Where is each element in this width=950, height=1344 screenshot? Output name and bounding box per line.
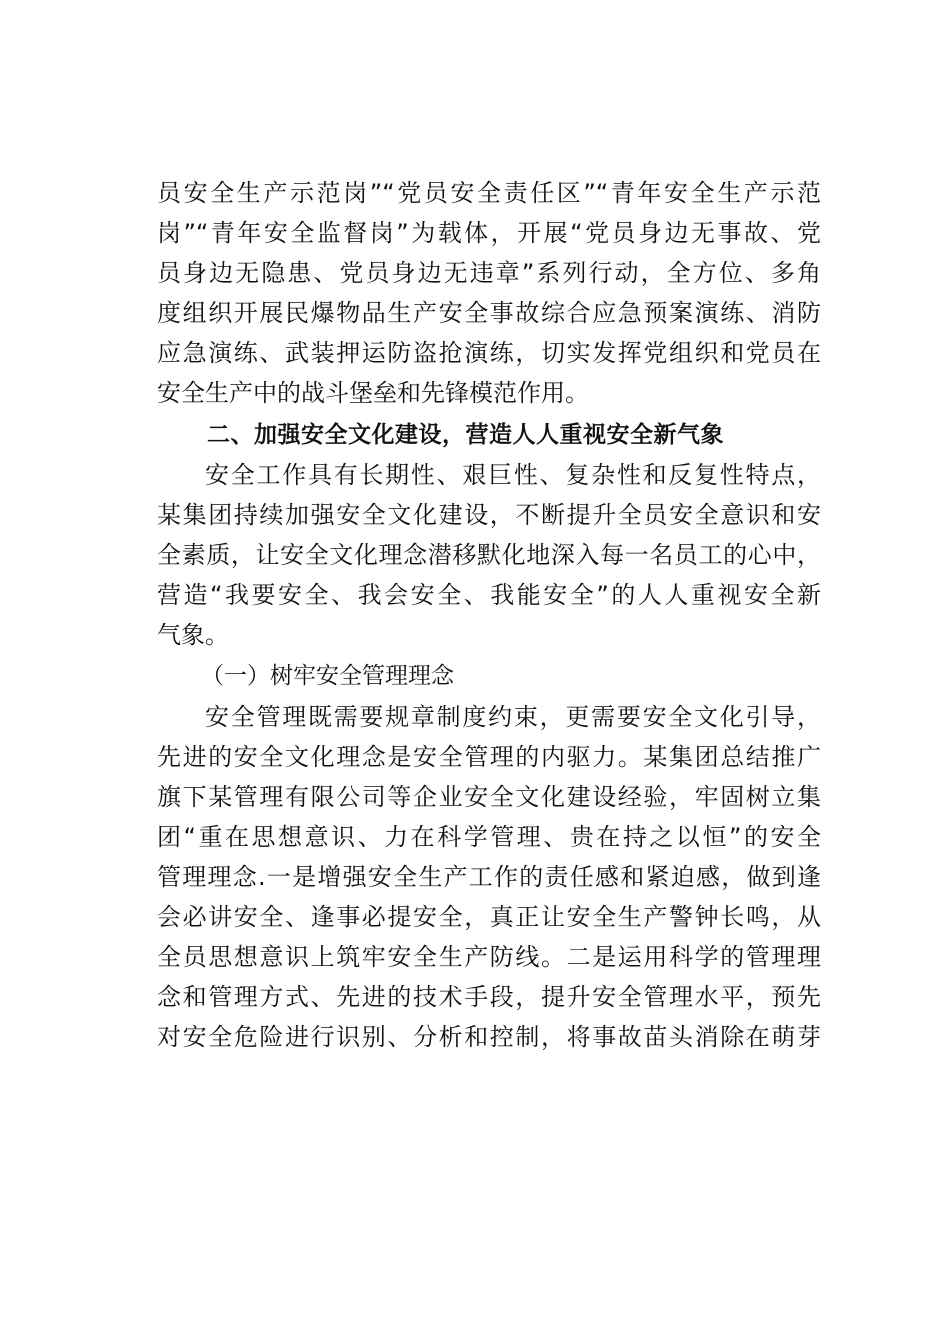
text-line: 念和管理方式、先进的技术手段，提升安全管理水平，预先	[157, 983, 821, 1011]
text-line: 度组织开展民爆物品生产安全事故综合应急预案演练、消防	[157, 299, 821, 327]
subsection-heading: （一）树牢安全管理理念	[201, 663, 454, 689]
text-line: 旗下某管理有限公司等企业安全文化建设经验，牢固树立集	[157, 783, 821, 811]
text-line: 全员思想意识上筑牢安全生产防线。二是运用科学的管理理	[157, 943, 821, 971]
text-line: 团“重在思想意识、力在科学管理、贵在持之以恒”的安全	[157, 823, 821, 851]
text-line: 员身边无隐患、党员身边无违章”系列行动，全方位、多角	[157, 259, 821, 287]
text-line: 某集团持续加强安全文化建设，不断提升全员安全意识和安	[157, 501, 821, 529]
text-line: 岗”“青年安全监督岗”为载体，开展“党员身边无事故、党	[157, 219, 821, 247]
text-line: 会必讲安全、逢事必提安全，真正让安全生产警钟长鸣，从	[157, 903, 821, 931]
text-line: 应急演练、武装押运防盗抢演练，切实发挥党组织和党员在	[157, 339, 821, 367]
section-heading: 二、加强安全文化建设，营造人人重视安全新气象	[207, 422, 724, 448]
text-line: 先进的安全文化理念是安全管理的内驱力。某集团总结推广	[157, 743, 821, 771]
text-line: 全素质，让安全文化理念潜移默化地深入每一名员工的心中，	[157, 541, 821, 569]
text-line: 员安全生产示范岗”“党员安全责任区”“青年安全生产示范	[157, 179, 821, 207]
text-line: 安全管理既需要规章制度约束，更需要安全文化引导，	[205, 703, 821, 731]
text-line: 气象。	[157, 621, 229, 649]
text-line: 管理理念.一是增强安全生产工作的责任感和紧迫感，做到逢	[157, 863, 821, 891]
text-line: 营造“我要安全、我会安全、我能安全”的人人重视安全新	[157, 581, 821, 609]
text-line: 对安全危险进行识别、分析和控制，将事故苗头消除在萌芽	[157, 1023, 821, 1051]
text-line: 安全工作具有长期性、艰巨性、复杂性和反复性特点，	[205, 461, 821, 489]
text-line: 安全生产中的战斗堡垒和先锋模范作用。	[157, 379, 589, 407]
